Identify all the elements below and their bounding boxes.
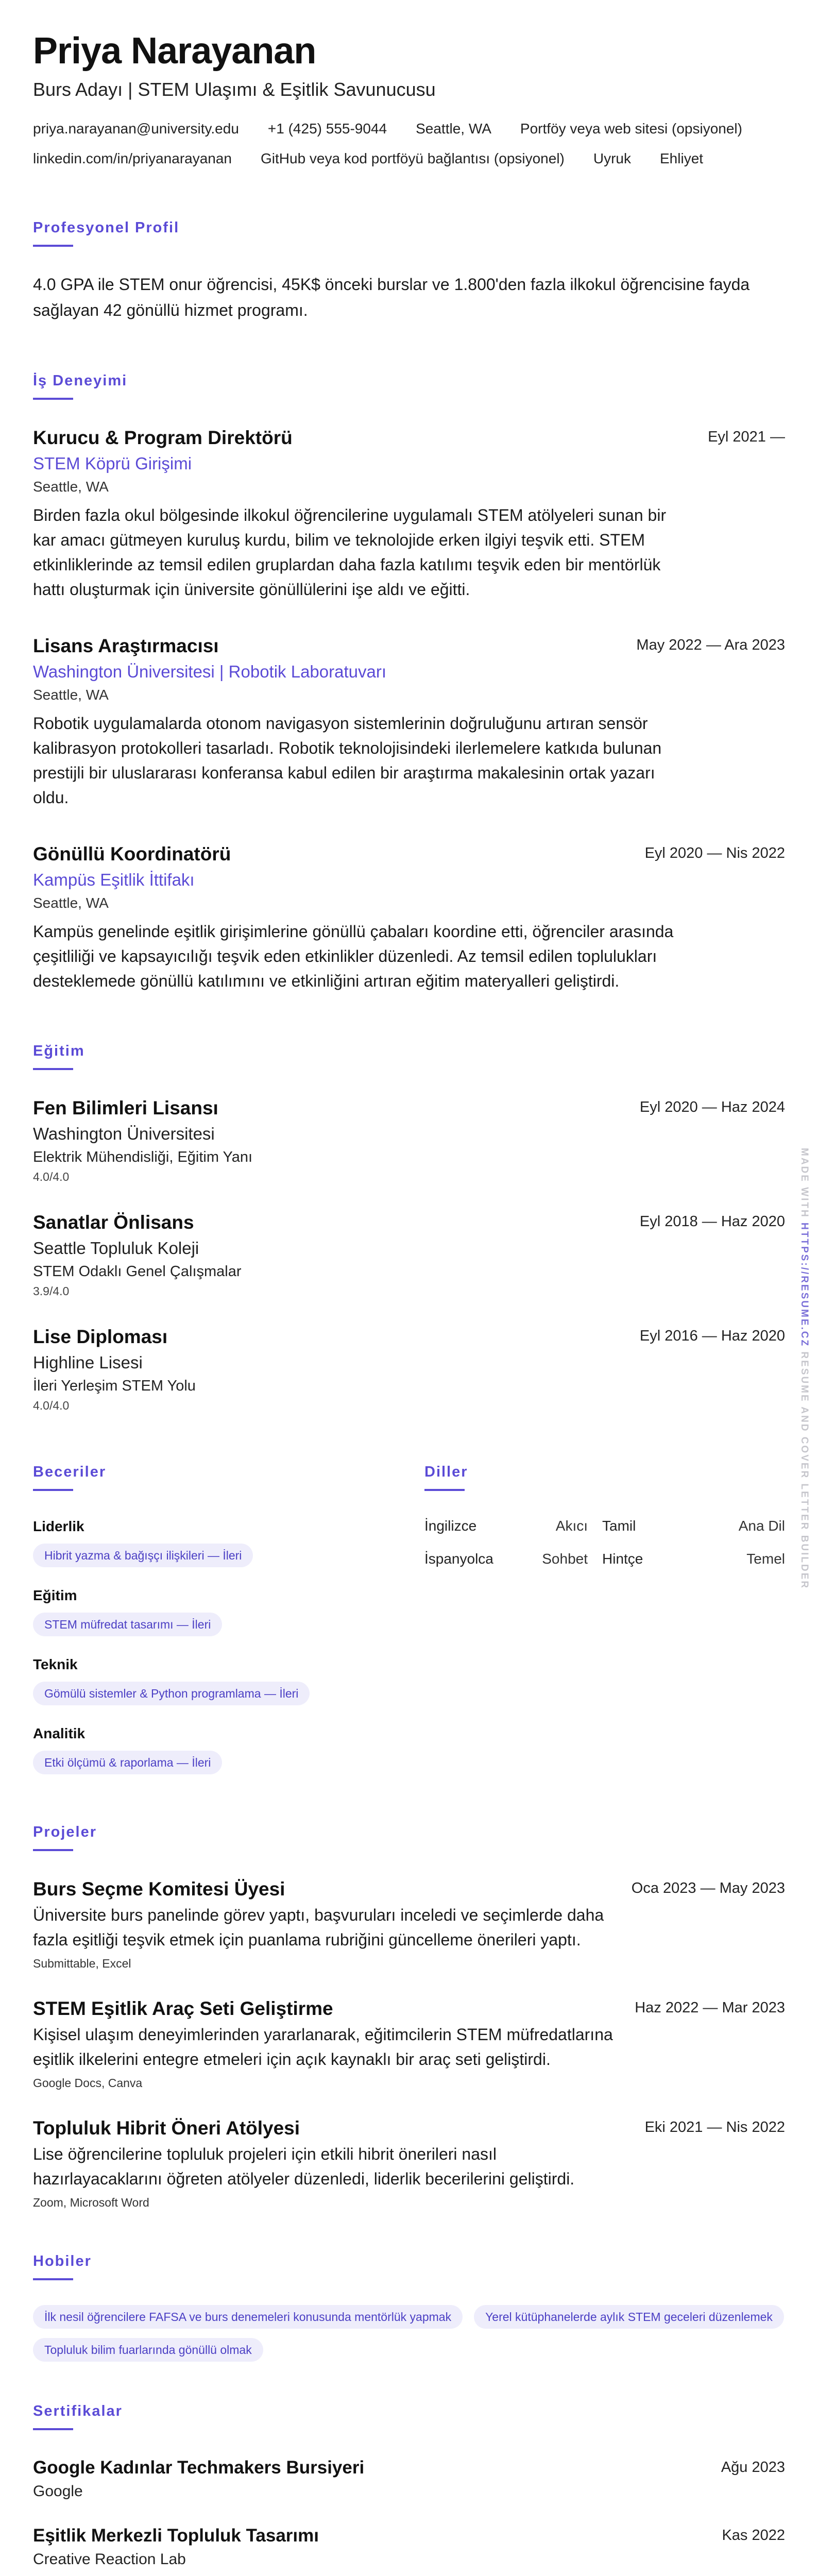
gpa: 4.0/4.0 <box>33 1170 70 1183</box>
section-title-experience: İş Deneyimi <box>33 372 128 389</box>
degree-title: Sanatlar Önlisans <box>33 1212 194 1233</box>
language-name: İngilizce <box>424 1518 477 1534</box>
degree-title: Fen Bilimleri Lisansı <box>33 1097 218 1118</box>
project-title: STEM Eşitlik Araç Seti Geliştirme <box>33 1998 333 2019</box>
language-level: Akıcı <box>555 1518 588 1534</box>
language-item <box>424 1549 602 1569</box>
section-divider <box>33 398 73 400</box>
builder-watermark <box>798 1148 810 1589</box>
section-divider <box>33 2278 73 2280</box>
skill-name: Eğitim <box>33 1587 77 1603</box>
experience-entry <box>33 633 785 810</box>
contact-linkedin[interactable]: linkedin.com/in/priyanarayanan <box>33 150 232 166</box>
project-description: Kişisel ulaşım deneyimlerinden yararlanarak, eğitimcilerin STEM müfredatlarına eşitlik ilkelerini entegre etmeleri için açık kaynaklı bir araç seti geliştirdi. <box>33 2025 613 2069</box>
section-divider <box>33 1849 73 1851</box>
skill-group <box>33 1654 424 1705</box>
project-tools: Submittable, Excel <box>33 1957 131 1970</box>
certification-title: Google Kadınlar Techmakers Bursiyeri <box>33 2458 365 2478</box>
job-title: Lisans Araştırmacısı <box>33 635 219 656</box>
certification-entry <box>33 2455 785 2502</box>
skill-tag: Etki ölçümü & raporlama — İleri <box>33 1751 222 1774</box>
school-name: Seattle Topluluk Koleji <box>33 1239 199 1258</box>
job-description: Birden fazla okul bölgesinde ilkokul öğrencilerine uygulamalı STEM atölyeleri sunan bir kar amacı gütmeyen kuruluş kurdu, bilim ve teknolojide erken ilgiyi teşvik etti. STEM etkinliklerinde az temsil edilen gruplardan daha fazla katılımı teşvik eden bir mentörlük hattı oluşturmak için üniversite gönüllülerini işe aldı ve eğitti. <box>33 506 667 599</box>
profile-section <box>33 219 785 323</box>
education-date: Eyl 2016 — Haz 2020 <box>639 1328 785 1344</box>
field-of-study: İleri Yerleşim STEM Yolu <box>33 1378 196 1394</box>
contact-github[interactable]: GitHub veya kod portföyü bağlantısı (opsiyonel) <box>261 150 565 166</box>
contact-email[interactable]: priya.narayanan@university.edu <box>33 121 239 137</box>
skill-group <box>33 1723 424 1774</box>
project-description: Üniversite burs panelinde görev yaptı, başvuruları inceledi ve seçimlerde daha fazla eşitliği teşvik etmek için puanlama rubriğini güncelleme önerileri yaptı. <box>33 1906 604 1949</box>
job-location: Seattle, WA <box>33 895 109 911</box>
experience-entry <box>33 841 785 993</box>
language-item <box>602 1516 785 1536</box>
languages-section <box>424 1414 785 1792</box>
section-title-profile: Profesyonel Profil <box>33 219 180 236</box>
language-level: Sohbet <box>542 1551 588 1567</box>
education-date: Eyl 2020 — Haz 2024 <box>639 1099 785 1115</box>
languages-grid <box>424 1516 785 1569</box>
contact-license: Ehliyet <box>660 150 704 166</box>
job-title: Gönüllü Koordinatörü <box>33 843 231 865</box>
skill-group <box>33 1516 424 1567</box>
project-title: Topluluk Hibrit Öneri Atölyesi <box>33 2117 300 2139</box>
certification-issuer: Creative Reaction Lab <box>33 2551 186 2568</box>
experience-section <box>33 372 785 993</box>
hobby-tag: İlk nesil öğrencilere FAFSA ve burs denemeleri konusunda mentörlük yapmak <box>33 2305 463 2329</box>
contact-info <box>33 117 785 170</box>
education-date: Eyl 2018 — Haz 2020 <box>639 1213 785 1230</box>
job-date: May 2022 — Ara 2023 <box>636 637 785 653</box>
language-name: İspanyolca <box>424 1551 493 1567</box>
section-title-certifications: Sertifikalar <box>33 2403 123 2419</box>
certification-title: Eşitlik Merkezli Topluluk Tasarımı <box>33 2526 319 2546</box>
job-organization: Washington Üniversitesi | Robotik Laboratuvarı <box>33 662 387 681</box>
job-date: Eyl 2021 — <box>708 429 785 445</box>
projects-section <box>33 1824 785 2212</box>
education-entry <box>33 1324 785 1414</box>
certification-issuer: Google <box>33 2483 83 2500</box>
project-description: Lise öğrencilerine topluluk projeleri için etkili hibrit önerileri nasıl hazırlayacaklarını öğreten atölyeler düzenledi, liderlik becerilerini geliştirdi. <box>33 2145 575 2188</box>
candidate-name: Priya Narayanan <box>33 30 316 72</box>
section-divider <box>33 1068 73 1070</box>
language-level: Temel <box>746 1551 785 1567</box>
school-name: Highline Lisesi <box>33 1353 143 1372</box>
project-entry <box>33 2115 785 2212</box>
field-of-study: Elektrik Mühendisliği, Eğitim Yanı <box>33 1149 253 1165</box>
job-organization: STEM Köprü Girişimi <box>33 454 192 473</box>
job-location: Seattle, WA <box>33 687 109 703</box>
watermark-link[interactable]: HTTPS://RESUME.CZ <box>799 1223 810 1348</box>
degree-title: Lise Diploması <box>33 1326 168 1347</box>
skill-name: Analitik <box>33 1725 86 1741</box>
experience-entry <box>33 425 785 602</box>
skills-section <box>33 1414 424 1792</box>
section-title-education: Eğitim <box>33 1043 85 1059</box>
project-title: Burs Seçme Komitesi Üyesi <box>33 1878 285 1900</box>
contact-phone[interactable]: +1 (425) 555-9044 <box>267 121 387 137</box>
skills-languages-row <box>33 1414 785 1792</box>
hobby-tag: Yerel kütüphanelerde aylık STEM geceleri düzenlemek <box>474 2305 784 2329</box>
language-level: Ana Dil <box>738 1518 785 1534</box>
language-item <box>424 1516 602 1536</box>
contact-portfolio[interactable]: Portföy veya web sitesi (opsiyonel) <box>520 121 742 137</box>
skill-tag: Hibrit yazma & bağışçı ilişkileri — İleri <box>33 1544 253 1567</box>
job-date: Eyl 2020 — Nis 2022 <box>644 845 785 861</box>
education-entry <box>33 1095 785 1185</box>
language-name: Hintçe <box>602 1551 643 1567</box>
hobbies-section <box>33 2253 785 2362</box>
resume-header <box>33 29 785 170</box>
skill-name: Liderlik <box>33 1518 84 1534</box>
education-section <box>33 1043 785 1414</box>
gpa: 3.9/4.0 <box>33 1284 70 1298</box>
education-entry <box>33 1209 785 1300</box>
job-description: Robotik uygulamalarda otonom navigasyon sistemlerinin doğruluğunu artıran sensör kalibrasyon protokolleri tasarladı. Robotik teknolojisindeki ilerlemelere katkıda bulunan prestijli bir uluslararası konferansa kabul edilen bir araştırma makalesinin ortak yazarı oldu. <box>33 714 662 807</box>
skill-name: Teknik <box>33 1656 78 1672</box>
skill-tag: Gömülü sistemler & Python programlama — İleri <box>33 1682 310 1705</box>
project-date: Eki 2021 — Nis 2022 <box>644 2119 785 2136</box>
certification-date: Ağu 2023 <box>721 2459 785 2476</box>
project-date: Haz 2022 — Mar 2023 <box>635 1999 785 2016</box>
skill-tag: STEM müfredat tasarımı — İleri <box>33 1613 222 1636</box>
project-tools: Google Docs, Canva <box>33 2076 143 2090</box>
job-organization: Kampüs Eşitlik İttifakı <box>33 870 195 889</box>
section-divider <box>33 2428 73 2430</box>
language-name: Tamil <box>602 1518 636 1534</box>
certification-entry <box>33 2523 785 2570</box>
section-divider <box>424 1489 465 1491</box>
certifications-section <box>33 2403 785 2570</box>
section-divider <box>33 1489 73 1491</box>
project-tools: Zoom, Microsoft Word <box>33 2196 149 2209</box>
candidate-headline: Burs Adayı | STEM Ulaşımı & Eşitlik Savunucusu <box>33 79 436 100</box>
job-description: Kampüs genelinde eşitlik girişimlerine gönüllü çabaları koordine etti, öğrenciler arasında çeşitliliği ve kapsayıcılığı teşvik eden etkinlikler düzenledi. Az temsil edilen toplulukları desteklemede gönüllü katılımını ve etkinliğini artıran eğitim materyalleri geliştirdi. <box>33 922 674 990</box>
job-location: Seattle, WA <box>33 479 109 495</box>
project-date: Oca 2023 — May 2023 <box>631 1880 785 1896</box>
section-divider <box>33 245 73 247</box>
profile-summary: 4.0 GPA ile STEM onur öğrencisi, 45K$ önceki burslar ve 1.800'den fazla ilkokul öğrencisine fayda sağlayan 42 gönüllü hizmet programı. <box>33 275 750 319</box>
contact-location: Seattle, WA <box>416 121 491 137</box>
field-of-study: STEM Odaklı Genel Çalışmalar <box>33 1263 242 1280</box>
watermark-prefix: MADE WITH <box>799 1148 810 1223</box>
language-item <box>602 1549 785 1569</box>
section-title-skills: Beceriler <box>33 1464 107 1480</box>
hobby-list <box>33 2305 785 2362</box>
project-entry <box>33 1995 785 2092</box>
section-title-languages: Diller <box>424 1464 468 1480</box>
section-title-projects: Projeler <box>33 1824 97 1840</box>
section-title-hobbies: Hobiler <box>33 2253 92 2269</box>
watermark-suffix: RESUME AND COVER LETTER BUILDER <box>799 1347 810 1590</box>
certification-date: Kas 2022 <box>722 2527 785 2544</box>
school-name: Washington Üniversitesi <box>33 1124 215 1143</box>
skill-group <box>33 1585 424 1636</box>
job-title: Kurucu & Program Direktörü <box>33 427 293 448</box>
project-entry <box>33 1876 785 1973</box>
hobby-tag: Topluluk bilim fuarlarında gönüllü olmak <box>33 2338 263 2362</box>
gpa: 4.0/4.0 <box>33 1399 70 1412</box>
contact-nationality: Uyruk <box>593 150 631 166</box>
